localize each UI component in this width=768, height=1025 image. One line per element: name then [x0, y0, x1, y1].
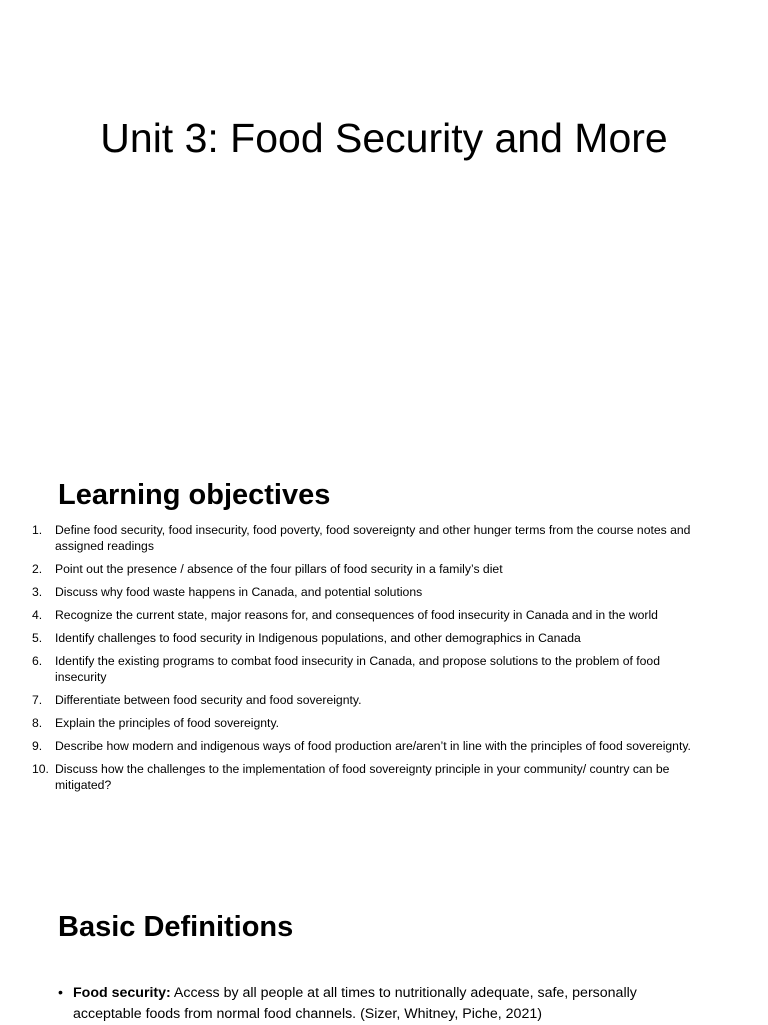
objective-text: Recognize the current state, major reasons for, and consequences of food insecurity in Canada and in the world	[55, 608, 658, 622]
definition-term: Food security:	[73, 985, 171, 1001]
objective-number: 10.	[32, 762, 49, 776]
objective-item	[0, 561, 700, 577]
objective-text: Describe how modern and indigenous ways of food production are/aren’t in line with the principles of food sovereignty.	[55, 739, 691, 753]
objective-item	[0, 653, 700, 685]
objective-number: 1.	[32, 523, 43, 537]
objective-text: Define food security, food insecurity, food poverty, food sovereignty and other hunger terms from the course notes and assigned readings	[55, 523, 691, 553]
objective-text: Discuss why food waste happens in Canada, and potential solutions	[55, 585, 423, 599]
bullet-icon: •	[58, 985, 63, 1001]
objective-number: 3.	[32, 585, 43, 599]
objective-item	[0, 692, 700, 708]
objective-item	[0, 738, 700, 754]
learning-objectives-slide	[0, 470, 768, 870]
objective-number: 4.	[32, 608, 43, 622]
objective-text: Identify the existing programs to combat food insecurity in Canada, and propose solutions to the problem of food insecurity	[55, 654, 660, 684]
objective-text: Point out the presence / absence of the four pillars of food security in a family’s diet	[55, 562, 503, 576]
learning-objectives-heading: Learning objectives	[58, 479, 331, 511]
learning-objectives-list	[0, 522, 700, 800]
objective-item	[0, 584, 700, 600]
objective-number: 8.	[32, 716, 43, 730]
definition-item	[0, 983, 663, 1025]
objective-number: 6.	[32, 654, 43, 668]
objective-item	[0, 607, 700, 623]
page-title: Unit 3: Food Security and More	[100, 115, 668, 161]
objective-number: 5.	[32, 631, 43, 645]
objective-item	[0, 522, 700, 554]
basic-definitions-slide	[0, 895, 768, 1024]
objective-number: 7.	[32, 693, 43, 707]
basic-definitions-heading: Basic Definitions	[58, 911, 294, 943]
definition-text: Access by all people at all times to nutritionally adequate, safe, personally acceptable foods from normal food channels. (Sizer, Whitney, Piche, 2021)	[73, 985, 637, 1022]
objective-text: Explain the principles of food sovereignty.	[55, 716, 280, 730]
objective-item	[0, 715, 700, 731]
objective-text: Differentiate between food security and food sovereignty.	[55, 693, 362, 707]
objective-number: 9.	[32, 739, 43, 753]
title-slide	[0, 0, 768, 440]
objective-item	[0, 761, 700, 793]
objective-number: 2.	[32, 562, 43, 576]
objective-item	[0, 630, 700, 646]
definitions-list	[0, 983, 700, 1025]
objective-text: Identify challenges to food security in Indigenous populations, and other demographics in Canada	[55, 631, 581, 645]
objective-text: Discuss how the challenges to the implementation of food sovereignty principle in your community/ country can be mitigated?	[55, 762, 670, 792]
